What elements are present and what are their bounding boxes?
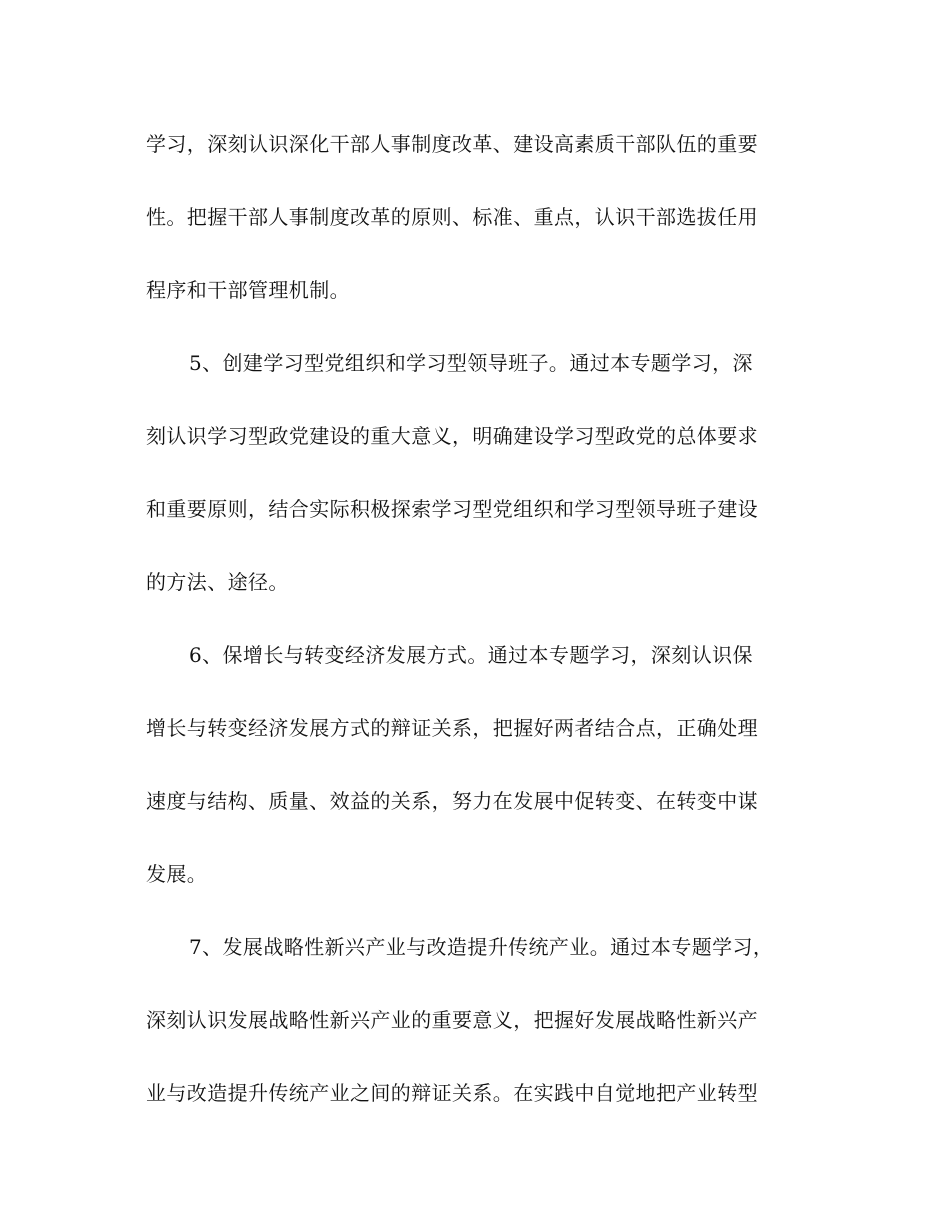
text-line: 业与改造提升传统产业之间的辩证关系。在实践中自觉地把产业转型 [146, 1081, 758, 1105]
text-line: 性。把握干部人事制度改革的原则、标准、重点，认识干部选拔任用 [146, 205, 758, 229]
section-7-heading-line: 7、发展战略性新兴产业与改造提升传统产业。通过本专题学习， [189, 935, 774, 959]
text-line: 学习，深刻认识深化干部人事制度改革、建设高素质干部队伍的重要 [146, 132, 758, 156]
document-body [146, 118, 806, 1140]
text-line: 速度与结构、质量、效益的关系，努力在发展中促转变、在转变中谋 [146, 789, 758, 813]
text-line: 和重要原则，结合实际积极探索学习型党组织和学习型领导班子建设 [146, 497, 758, 521]
text-line: 增长与转变经济发展方式的辩证关系，把握好两者结合点，正确处理 [146, 716, 758, 740]
text-line: 程序和干部管理机制。 [146, 278, 350, 302]
section-6-heading-line: 6、保增长与转变经济发展方式。通过本专题学习，深刻认识保 [189, 643, 753, 667]
text-line: 发展。 [146, 862, 208, 886]
text-line: 深刻认识发展战略性新兴产业的重要意义，把握好发展战略性新兴产 [146, 1008, 758, 1032]
text-line: 刻认识学习型政党建设的重大意义，明确建设学习型政党的总体要求 [146, 424, 758, 448]
text-line: 的方法、途径。 [146, 570, 289, 594]
section-5-heading-line: 5、创建学习型党组织和学习型领导班子。通过本专题学习，深 [189, 351, 753, 375]
